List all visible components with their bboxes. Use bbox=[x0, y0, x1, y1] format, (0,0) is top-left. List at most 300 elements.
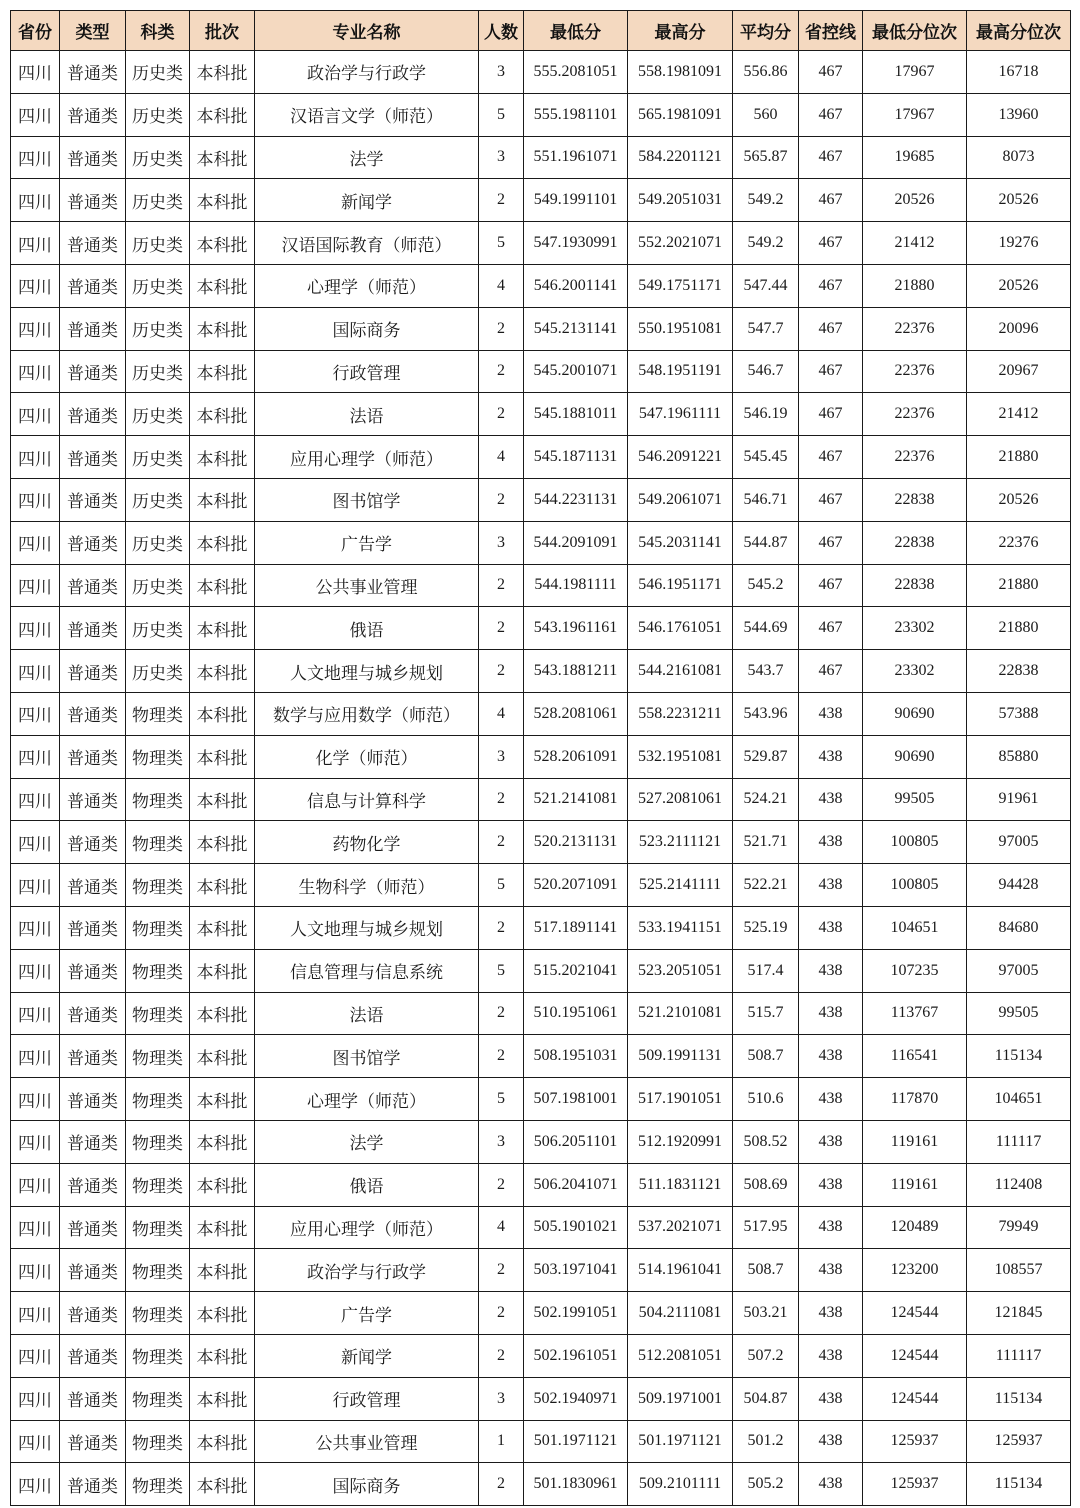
cell-batch: 本科批 bbox=[190, 222, 255, 265]
cell-major-name: 法语 bbox=[255, 992, 479, 1035]
cell-control-line: 438 bbox=[799, 1035, 863, 1078]
cell-avg-score: 501.2 bbox=[733, 1420, 799, 1463]
cell-subject-category: 物理类 bbox=[126, 1163, 190, 1206]
cell-province: 四川 bbox=[11, 179, 60, 222]
cell-type: 普通类 bbox=[60, 222, 126, 265]
cell-type: 普通类 bbox=[60, 821, 126, 864]
cell-count: 2 bbox=[479, 650, 524, 693]
cell-min-score: 555.2081051 bbox=[524, 51, 628, 94]
cell-min-rank: 90690 bbox=[863, 692, 967, 735]
cell-max-rank: 21880 bbox=[967, 607, 1071, 650]
cell-min-rank: 99505 bbox=[863, 778, 967, 821]
cell-subject-category: 历史类 bbox=[126, 393, 190, 436]
cell-min-score: 528.2081061 bbox=[524, 692, 628, 735]
cell-type: 普通类 bbox=[60, 307, 126, 350]
cell-batch: 本科批 bbox=[190, 51, 255, 94]
cell-min-rank: 19685 bbox=[863, 136, 967, 179]
cell-count: 3 bbox=[479, 1120, 524, 1163]
cell-batch: 本科批 bbox=[190, 1249, 255, 1292]
cell-subject-category: 物理类 bbox=[126, 906, 190, 949]
header-min-rank: 最低分位次 bbox=[863, 11, 967, 51]
table-body bbox=[11, 51, 1071, 1506]
cell-control-line: 467 bbox=[799, 564, 863, 607]
admission-scores-table bbox=[10, 10, 1071, 1506]
cell-max-rank: 125937 bbox=[967, 1420, 1071, 1463]
cell-min-score: 503.1971041 bbox=[524, 1249, 628, 1292]
cell-max-rank: 84680 bbox=[967, 906, 1071, 949]
table-row bbox=[11, 1377, 1071, 1420]
cell-batch: 本科批 bbox=[190, 307, 255, 350]
cell-control-line: 467 bbox=[799, 136, 863, 179]
cell-count: 2 bbox=[479, 179, 524, 222]
table-row bbox=[11, 179, 1071, 222]
cell-major-name: 公共事业管理 bbox=[255, 1420, 479, 1463]
cell-subject-category: 历史类 bbox=[126, 521, 190, 564]
cell-min-score: 543.1881211 bbox=[524, 650, 628, 693]
table-row bbox=[11, 864, 1071, 907]
cell-type: 普通类 bbox=[60, 51, 126, 94]
cell-avg-score: 525.19 bbox=[733, 906, 799, 949]
cell-control-line: 467 bbox=[799, 521, 863, 564]
cell-province: 四川 bbox=[11, 136, 60, 179]
cell-min-rank: 113767 bbox=[863, 992, 967, 1035]
header-control-line: 省控线 bbox=[799, 11, 863, 51]
cell-control-line: 467 bbox=[799, 478, 863, 521]
cell-count: 2 bbox=[479, 478, 524, 521]
cell-batch: 本科批 bbox=[190, 949, 255, 992]
cell-province: 四川 bbox=[11, 864, 60, 907]
cell-province: 四川 bbox=[11, 735, 60, 778]
cell-major-name: 数学与应用数学（师范） bbox=[255, 692, 479, 735]
cell-min-score: 507.1981001 bbox=[524, 1078, 628, 1121]
cell-count: 2 bbox=[479, 1463, 524, 1506]
cell-batch: 本科批 bbox=[190, 864, 255, 907]
cell-subject-category: 历史类 bbox=[126, 650, 190, 693]
table-row bbox=[11, 1163, 1071, 1206]
cell-max-rank: 97005 bbox=[967, 821, 1071, 864]
cell-batch: 本科批 bbox=[190, 607, 255, 650]
cell-avg-score: 507.2 bbox=[733, 1334, 799, 1377]
cell-type: 普通类 bbox=[60, 735, 126, 778]
cell-max-score: 521.2101081 bbox=[628, 992, 733, 1035]
cell-count: 2 bbox=[479, 607, 524, 650]
cell-min-score: 517.1891141 bbox=[524, 906, 628, 949]
cell-count: 2 bbox=[479, 821, 524, 864]
cell-control-line: 467 bbox=[799, 179, 863, 222]
cell-max-rank: 20526 bbox=[967, 179, 1071, 222]
cell-min-score: 515.2021041 bbox=[524, 949, 628, 992]
cell-max-rank: 8073 bbox=[967, 136, 1071, 179]
cell-avg-score: 544.87 bbox=[733, 521, 799, 564]
cell-major-name: 国际商务 bbox=[255, 1463, 479, 1506]
cell-min-score: 508.1951031 bbox=[524, 1035, 628, 1078]
table-row bbox=[11, 93, 1071, 136]
cell-max-rank: 115134 bbox=[967, 1035, 1071, 1078]
cell-avg-score: 510.6 bbox=[733, 1078, 799, 1121]
cell-min-rank: 22376 bbox=[863, 350, 967, 393]
cell-avg-score: 545.45 bbox=[733, 436, 799, 479]
cell-max-rank: 21880 bbox=[967, 436, 1071, 479]
cell-count: 2 bbox=[479, 1334, 524, 1377]
cell-count: 3 bbox=[479, 1377, 524, 1420]
table-row bbox=[11, 222, 1071, 265]
cell-batch: 本科批 bbox=[190, 1292, 255, 1335]
cell-max-score: 527.2081061 bbox=[628, 778, 733, 821]
cell-avg-score: 517.4 bbox=[733, 949, 799, 992]
cell-batch: 本科批 bbox=[190, 564, 255, 607]
cell-max-rank: 85880 bbox=[967, 735, 1071, 778]
cell-type: 普通类 bbox=[60, 1035, 126, 1078]
cell-province: 四川 bbox=[11, 222, 60, 265]
cell-count: 2 bbox=[479, 307, 524, 350]
cell-max-rank: 20967 bbox=[967, 350, 1071, 393]
cell-type: 普通类 bbox=[60, 136, 126, 179]
cell-count: 3 bbox=[479, 521, 524, 564]
cell-major-name: 信息与计算科学 bbox=[255, 778, 479, 821]
table-row bbox=[11, 650, 1071, 693]
cell-type: 普通类 bbox=[60, 1078, 126, 1121]
cell-type: 普通类 bbox=[60, 1463, 126, 1506]
cell-max-score: 549.2051031 bbox=[628, 179, 733, 222]
cell-count: 2 bbox=[479, 350, 524, 393]
cell-avg-score: 524.21 bbox=[733, 778, 799, 821]
cell-type: 普通类 bbox=[60, 949, 126, 992]
cell-major-name: 国际商务 bbox=[255, 307, 479, 350]
cell-type: 普通类 bbox=[60, 436, 126, 479]
cell-min-score: 544.2231131 bbox=[524, 478, 628, 521]
cell-count: 2 bbox=[479, 778, 524, 821]
cell-major-name: 汉语言文学（师范） bbox=[255, 93, 479, 136]
cell-count: 5 bbox=[479, 1078, 524, 1121]
cell-batch: 本科批 bbox=[190, 1120, 255, 1163]
cell-min-rank: 21880 bbox=[863, 264, 967, 307]
cell-count: 3 bbox=[479, 136, 524, 179]
header-type: 类型 bbox=[60, 11, 126, 51]
header-row bbox=[11, 11, 1071, 51]
table-row bbox=[11, 1035, 1071, 1078]
table-row bbox=[11, 393, 1071, 436]
cell-min-score: 555.1981101 bbox=[524, 93, 628, 136]
cell-type: 普通类 bbox=[60, 1377, 126, 1420]
cell-avg-score: 521.71 bbox=[733, 821, 799, 864]
cell-batch: 本科批 bbox=[190, 436, 255, 479]
cell-control-line: 467 bbox=[799, 436, 863, 479]
cell-avg-score: 508.69 bbox=[733, 1163, 799, 1206]
cell-min-rank: 21412 bbox=[863, 222, 967, 265]
cell-subject-category: 历史类 bbox=[126, 93, 190, 136]
cell-subject-category: 物理类 bbox=[126, 735, 190, 778]
cell-min-rank: 116541 bbox=[863, 1035, 967, 1078]
cell-max-score: 517.1901051 bbox=[628, 1078, 733, 1121]
cell-subject-category: 物理类 bbox=[126, 1249, 190, 1292]
cell-subject-category: 物理类 bbox=[126, 1206, 190, 1249]
cell-min-rank: 100805 bbox=[863, 821, 967, 864]
cell-subject-category: 历史类 bbox=[126, 264, 190, 307]
cell-min-score: 502.1961051 bbox=[524, 1334, 628, 1377]
cell-batch: 本科批 bbox=[190, 264, 255, 307]
cell-min-score: 505.1901021 bbox=[524, 1206, 628, 1249]
cell-control-line: 467 bbox=[799, 650, 863, 693]
cell-control-line: 438 bbox=[799, 692, 863, 735]
cell-max-rank: 111117 bbox=[967, 1120, 1071, 1163]
cell-min-rank: 124544 bbox=[863, 1292, 967, 1335]
cell-province: 四川 bbox=[11, 607, 60, 650]
cell-type: 普通类 bbox=[60, 478, 126, 521]
cell-max-rank: 115134 bbox=[967, 1463, 1071, 1506]
cell-max-score: 548.1951191 bbox=[628, 350, 733, 393]
cell-province: 四川 bbox=[11, 307, 60, 350]
cell-type: 普通类 bbox=[60, 607, 126, 650]
cell-avg-score: 544.69 bbox=[733, 607, 799, 650]
table-row bbox=[11, 692, 1071, 735]
cell-control-line: 438 bbox=[799, 949, 863, 992]
table-row bbox=[11, 1463, 1071, 1506]
table-row bbox=[11, 478, 1071, 521]
cell-province: 四川 bbox=[11, 1163, 60, 1206]
cell-province: 四川 bbox=[11, 692, 60, 735]
cell-batch: 本科批 bbox=[190, 136, 255, 179]
cell-max-rank: 20526 bbox=[967, 478, 1071, 521]
cell-control-line: 438 bbox=[799, 735, 863, 778]
cell-min-score: 549.1991101 bbox=[524, 179, 628, 222]
cell-avg-score: 508.7 bbox=[733, 1249, 799, 1292]
cell-avg-score: 508.52 bbox=[733, 1120, 799, 1163]
cell-subject-category: 历史类 bbox=[126, 51, 190, 94]
cell-control-line: 438 bbox=[799, 1078, 863, 1121]
cell-avg-score: 549.2 bbox=[733, 179, 799, 222]
cell-max-score: 504.2111081 bbox=[628, 1292, 733, 1335]
cell-min-score: 528.2061091 bbox=[524, 735, 628, 778]
cell-min-rank: 120489 bbox=[863, 1206, 967, 1249]
cell-control-line: 467 bbox=[799, 51, 863, 94]
cell-count: 2 bbox=[479, 1249, 524, 1292]
cell-control-line: 438 bbox=[799, 1120, 863, 1163]
cell-major-name: 生物科学（师范） bbox=[255, 864, 479, 907]
cell-batch: 本科批 bbox=[190, 1206, 255, 1249]
cell-min-score: 545.2001071 bbox=[524, 350, 628, 393]
cell-min-rank: 125937 bbox=[863, 1420, 967, 1463]
table-row bbox=[11, 521, 1071, 564]
cell-max-score: 544.2161081 bbox=[628, 650, 733, 693]
cell-major-name: 广告学 bbox=[255, 1292, 479, 1335]
cell-max-score: 509.1971001 bbox=[628, 1377, 733, 1420]
table-row bbox=[11, 564, 1071, 607]
cell-province: 四川 bbox=[11, 51, 60, 94]
cell-batch: 本科批 bbox=[190, 735, 255, 778]
table-row bbox=[11, 350, 1071, 393]
cell-min-rank: 100805 bbox=[863, 864, 967, 907]
cell-control-line: 467 bbox=[799, 264, 863, 307]
cell-province: 四川 bbox=[11, 1292, 60, 1335]
cell-control-line: 438 bbox=[799, 821, 863, 864]
table-row bbox=[11, 1334, 1071, 1377]
cell-batch: 本科批 bbox=[190, 393, 255, 436]
cell-max-rank: 21412 bbox=[967, 393, 1071, 436]
cell-min-score: 521.2141081 bbox=[524, 778, 628, 821]
cell-subject-category: 历史类 bbox=[126, 222, 190, 265]
cell-subject-category: 物理类 bbox=[126, 692, 190, 735]
cell-province: 四川 bbox=[11, 650, 60, 693]
cell-control-line: 438 bbox=[799, 1420, 863, 1463]
cell-max-score: 501.1971121 bbox=[628, 1420, 733, 1463]
cell-province: 四川 bbox=[11, 1249, 60, 1292]
cell-major-name: 心理学（师范） bbox=[255, 1078, 479, 1121]
cell-major-name: 应用心理学（师范） bbox=[255, 1206, 479, 1249]
cell-major-name: 人文地理与城乡规划 bbox=[255, 650, 479, 693]
table-row bbox=[11, 264, 1071, 307]
cell-major-name: 图书馆学 bbox=[255, 478, 479, 521]
cell-major-name: 政治学与行政学 bbox=[255, 51, 479, 94]
cell-max-score: 546.2091221 bbox=[628, 436, 733, 479]
cell-province: 四川 bbox=[11, 1206, 60, 1249]
cell-min-rank: 104651 bbox=[863, 906, 967, 949]
cell-control-line: 467 bbox=[799, 307, 863, 350]
cell-count: 4 bbox=[479, 436, 524, 479]
cell-max-score: 537.2021071 bbox=[628, 1206, 733, 1249]
cell-province: 四川 bbox=[11, 1078, 60, 1121]
cell-control-line: 438 bbox=[799, 1292, 863, 1335]
cell-max-rank: 115134 bbox=[967, 1377, 1071, 1420]
cell-major-name: 心理学（师范） bbox=[255, 264, 479, 307]
cell-control-line: 438 bbox=[799, 906, 863, 949]
cell-province: 四川 bbox=[11, 992, 60, 1035]
table-row bbox=[11, 992, 1071, 1035]
cell-province: 四川 bbox=[11, 478, 60, 521]
cell-province: 四川 bbox=[11, 949, 60, 992]
cell-major-name: 广告学 bbox=[255, 521, 479, 564]
cell-max-rank: 99505 bbox=[967, 992, 1071, 1035]
cell-count: 2 bbox=[479, 992, 524, 1035]
cell-max-rank: 91961 bbox=[967, 778, 1071, 821]
cell-min-rank: 17967 bbox=[863, 93, 967, 136]
cell-max-rank: 22838 bbox=[967, 650, 1071, 693]
cell-min-rank: 22376 bbox=[863, 436, 967, 479]
cell-subject-category: 历史类 bbox=[126, 607, 190, 650]
cell-province: 四川 bbox=[11, 778, 60, 821]
cell-type: 普通类 bbox=[60, 992, 126, 1035]
cell-min-rank: 117870 bbox=[863, 1078, 967, 1121]
cell-count: 5 bbox=[479, 864, 524, 907]
cell-subject-category: 历史类 bbox=[126, 564, 190, 607]
cell-batch: 本科批 bbox=[190, 350, 255, 393]
cell-max-score: 545.2031141 bbox=[628, 521, 733, 564]
cell-control-line: 438 bbox=[799, 864, 863, 907]
cell-subject-category: 物理类 bbox=[126, 949, 190, 992]
table-row bbox=[11, 1120, 1071, 1163]
cell-max-rank: 22376 bbox=[967, 521, 1071, 564]
cell-count: 5 bbox=[479, 949, 524, 992]
cell-min-rank: 22376 bbox=[863, 307, 967, 350]
cell-province: 四川 bbox=[11, 93, 60, 136]
cell-max-rank: 112408 bbox=[967, 1163, 1071, 1206]
cell-subject-category: 物理类 bbox=[126, 821, 190, 864]
cell-min-score: 544.1981111 bbox=[524, 564, 628, 607]
cell-avg-score: 546.19 bbox=[733, 393, 799, 436]
cell-subject-category: 历史类 bbox=[126, 136, 190, 179]
table-row bbox=[11, 1420, 1071, 1463]
cell-subject-category: 物理类 bbox=[126, 1377, 190, 1420]
cell-type: 普通类 bbox=[60, 564, 126, 607]
cell-control-line: 438 bbox=[799, 1377, 863, 1420]
header-avg-score: 平均分 bbox=[733, 11, 799, 51]
cell-type: 普通类 bbox=[60, 906, 126, 949]
cell-batch: 本科批 bbox=[190, 906, 255, 949]
cell-count: 2 bbox=[479, 1163, 524, 1206]
cell-max-score: 532.1951081 bbox=[628, 735, 733, 778]
cell-subject-category: 物理类 bbox=[126, 1078, 190, 1121]
cell-max-rank: 94428 bbox=[967, 864, 1071, 907]
cell-min-rank: 22838 bbox=[863, 478, 967, 521]
cell-count: 2 bbox=[479, 1035, 524, 1078]
cell-control-line: 438 bbox=[799, 778, 863, 821]
cell-province: 四川 bbox=[11, 821, 60, 864]
table-header bbox=[11, 11, 1071, 51]
cell-subject-category: 物理类 bbox=[126, 1120, 190, 1163]
cell-max-score: 546.1951171 bbox=[628, 564, 733, 607]
table-row bbox=[11, 1249, 1071, 1292]
cell-avg-score: 547.7 bbox=[733, 307, 799, 350]
cell-province: 四川 bbox=[11, 436, 60, 479]
header-batch: 批次 bbox=[190, 11, 255, 51]
cell-max-score: 550.1951081 bbox=[628, 307, 733, 350]
cell-min-rank: 20526 bbox=[863, 179, 967, 222]
cell-avg-score: 549.2 bbox=[733, 222, 799, 265]
cell-major-name: 公共事业管理 bbox=[255, 564, 479, 607]
cell-major-name: 汉语国际教育（师范） bbox=[255, 222, 479, 265]
cell-max-rank: 104651 bbox=[967, 1078, 1071, 1121]
cell-avg-score: 504.87 bbox=[733, 1377, 799, 1420]
cell-min-score: 502.1940971 bbox=[524, 1377, 628, 1420]
cell-min-score: 506.2051101 bbox=[524, 1120, 628, 1163]
cell-type: 普通类 bbox=[60, 864, 126, 907]
cell-count: 2 bbox=[479, 1292, 524, 1335]
table-row bbox=[11, 136, 1071, 179]
cell-avg-score: 529.87 bbox=[733, 735, 799, 778]
cell-min-rank: 22376 bbox=[863, 393, 967, 436]
cell-control-line: 467 bbox=[799, 393, 863, 436]
cell-min-score: 547.1930991 bbox=[524, 222, 628, 265]
cell-min-score: 546.2001141 bbox=[524, 264, 628, 307]
cell-subject-category: 物理类 bbox=[126, 1292, 190, 1335]
cell-type: 普通类 bbox=[60, 692, 126, 735]
cell-max-score: 558.2231211 bbox=[628, 692, 733, 735]
cell-batch: 本科批 bbox=[190, 1334, 255, 1377]
cell-max-rank: 13960 bbox=[967, 93, 1071, 136]
table-row bbox=[11, 51, 1071, 94]
table-row bbox=[11, 821, 1071, 864]
cell-max-rank: 16718 bbox=[967, 51, 1071, 94]
cell-count: 3 bbox=[479, 51, 524, 94]
cell-major-name: 俄语 bbox=[255, 1163, 479, 1206]
cell-max-rank: 57388 bbox=[967, 692, 1071, 735]
cell-subject-category: 物理类 bbox=[126, 864, 190, 907]
cell-count: 2 bbox=[479, 906, 524, 949]
cell-control-line: 467 bbox=[799, 93, 863, 136]
cell-major-name: 政治学与行政学 bbox=[255, 1249, 479, 1292]
cell-province: 四川 bbox=[11, 1120, 60, 1163]
cell-avg-score: 543.96 bbox=[733, 692, 799, 735]
cell-avg-score: 546.7 bbox=[733, 350, 799, 393]
cell-max-score: 584.2201121 bbox=[628, 136, 733, 179]
cell-min-score: 501.1830961 bbox=[524, 1463, 628, 1506]
cell-max-score: 546.1761051 bbox=[628, 607, 733, 650]
cell-max-score: 549.1751171 bbox=[628, 264, 733, 307]
cell-batch: 本科批 bbox=[190, 1163, 255, 1206]
cell-batch: 本科批 bbox=[190, 692, 255, 735]
cell-min-score: 502.1991051 bbox=[524, 1292, 628, 1335]
cell-control-line: 438 bbox=[799, 992, 863, 1035]
cell-max-rank: 97005 bbox=[967, 949, 1071, 992]
